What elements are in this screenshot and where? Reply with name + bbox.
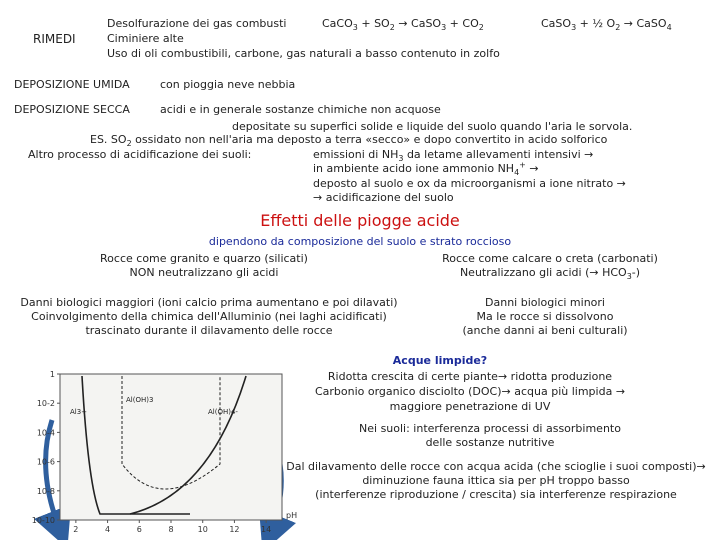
suoli-line-2: delle sostanze nutritive [425, 436, 555, 449]
rimedi-reaction-2: CaSO$_3$ + ½ $O_2$ → CaSO$_4$ [541, 17, 672, 33]
dilav-line-2: diminuzione fauna ittica sia per pH troppo basso [362, 474, 630, 487]
y-tick-label: 10-2 [36, 399, 55, 409]
arrow-right-icon: → [615, 385, 626, 398]
secca-alt-2: in ambiente acido ione ammonio $NH_4^+$ → [313, 160, 539, 178]
y-tick-label: 10-6 [36, 457, 55, 467]
arrow-right-icon: → [313, 191, 323, 204]
secca-line-1: acidi e in generale sostanze chimiche non acquose [160, 103, 441, 116]
danni-minori-2: Ma le rocce si dissolvono [476, 310, 614, 323]
rimedi-reaction-1: CaCO$_3$ + $SO_2$ → CaSO$_3$ + $CO_2$ [322, 17, 484, 33]
y-tick-label: 10-4 [36, 428, 55, 438]
suoli-line-1: Nei suoli: interferenza processi di assorbimento [359, 422, 621, 435]
effetti-title: Effetti delle piogge acide [260, 211, 460, 230]
dilav-line-1: Dal dilavamento delle rocce con acqua acida (che scioglie i suoi composti)→ [286, 460, 706, 473]
x-tick-label: 6 [136, 525, 142, 534]
rimedi-line-2: Ciminiere alte [107, 32, 184, 45]
rimedi-label: RIMEDI [33, 32, 76, 46]
x-tick-label: 10 [197, 525, 208, 534]
secca-label: DEPOSIZIONE SECCA [14, 103, 130, 116]
arrow-right-icon: → [497, 370, 508, 383]
acque-line-2: Carbonio organico disciolto (DOC)→ acqua più limpida → [314, 385, 626, 398]
curve-label: Al(OH)4- [208, 408, 238, 416]
secca-alt-1: emissioni di $NH_3$ da letame allevamenti intensivi → [313, 148, 594, 164]
effetti-right-2: Neutralizzano gli acidi (→ $HCO_3-$) [459, 266, 641, 282]
arrow-right-icon: → [623, 17, 633, 30]
secca-line-3: ES. $SO_2$ ossidato non nell'aria ma deposto a terra «secco» e dopo convertito in acido solforico [90, 133, 608, 149]
y-tick-label: 10-8 [36, 486, 55, 496]
umida-label: DEPOSIZIONE UMIDA [14, 78, 130, 91]
effetti-left-1: Rocce come granito e quarzo (silicati) [100, 252, 308, 265]
dilav-line-3: (interferenze riproduzione / crescita) sia interferenze respirazione [315, 488, 677, 501]
arrow-right-icon: → [584, 148, 594, 161]
secca-alt-4: → acidificazione del suolo [313, 191, 454, 204]
x-tick-label: 4 [105, 525, 111, 534]
x-axis-label: pH [286, 511, 298, 520]
danni-minori-1: Danni biologici minori [485, 296, 605, 309]
acque-line-1: Ridotta crescita di certe piante→ ridotta produzione [327, 370, 613, 383]
curve-label: Al(OH)3 [126, 396, 154, 404]
y-tick-label: 10-10 [31, 516, 55, 525]
arrow-right-icon: → [398, 17, 408, 30]
arrow-right-icon: → [616, 177, 626, 190]
secca-alt-3: deposto al suolo e ox da microorganismi a ione nitrato → [313, 177, 626, 190]
acque-title: Acque limpide? [392, 354, 488, 367]
effetti-left-2: NON neutralizzano gli acidi [129, 266, 279, 279]
curve-label: Al3+ [70, 408, 88, 416]
x-tick-label: 12 [229, 525, 240, 534]
y-tick-label: 1 [49, 370, 55, 379]
acque-line-3: maggiore penetrazione di UV [389, 400, 551, 413]
danni-maggiori-1: Danni biologici maggiori (ioni calcio prima aumentano e poi dilavati) [20, 296, 398, 309]
rimedi-desolf: Desolfurazione dei gas combusti [107, 17, 287, 30]
chart-frame [60, 374, 282, 520]
danni-maggiori-2: Coinvolgimento della chimica dell'Alluminio (nei laghi acidificati) [31, 310, 387, 323]
umida-text: con pioggia neve nebbia [160, 78, 296, 91]
x-tick-label: 14 [261, 525, 272, 534]
secca-line-2: depositate su superfici solide e liquide del suolo quando l'aria le sorvola. [232, 120, 633, 133]
effetti-right-1: Rocce come calcare o creta (carbonati) [442, 252, 658, 265]
x-tick-label: 2 [73, 525, 79, 534]
aluminium-solubility-chart [8, 366, 304, 536]
rimedi-line-3: Uso di oli combustibili, carbone, gas naturali a basso contenuto in zolfo [107, 47, 500, 60]
x-tick-label: 8 [168, 525, 174, 534]
danni-minori-3: (anche danni ai beni culturali) [462, 324, 628, 337]
arrow-right-icon: → [529, 162, 539, 175]
chart-svg [8, 366, 304, 536]
danni-maggiori-3: trascinato durante il dilavamento delle rocce [85, 324, 333, 337]
arrow-right-icon: → [501, 385, 511, 398]
secca-alt-label: Altro processo di acidificazione dei suoli: [28, 148, 252, 161]
arrow-right-icon: → [696, 460, 706, 473]
effetti-subtitle: dipendono da composizione del suolo e strato roccioso [208, 235, 512, 248]
arrow-right-icon: → [589, 266, 599, 279]
